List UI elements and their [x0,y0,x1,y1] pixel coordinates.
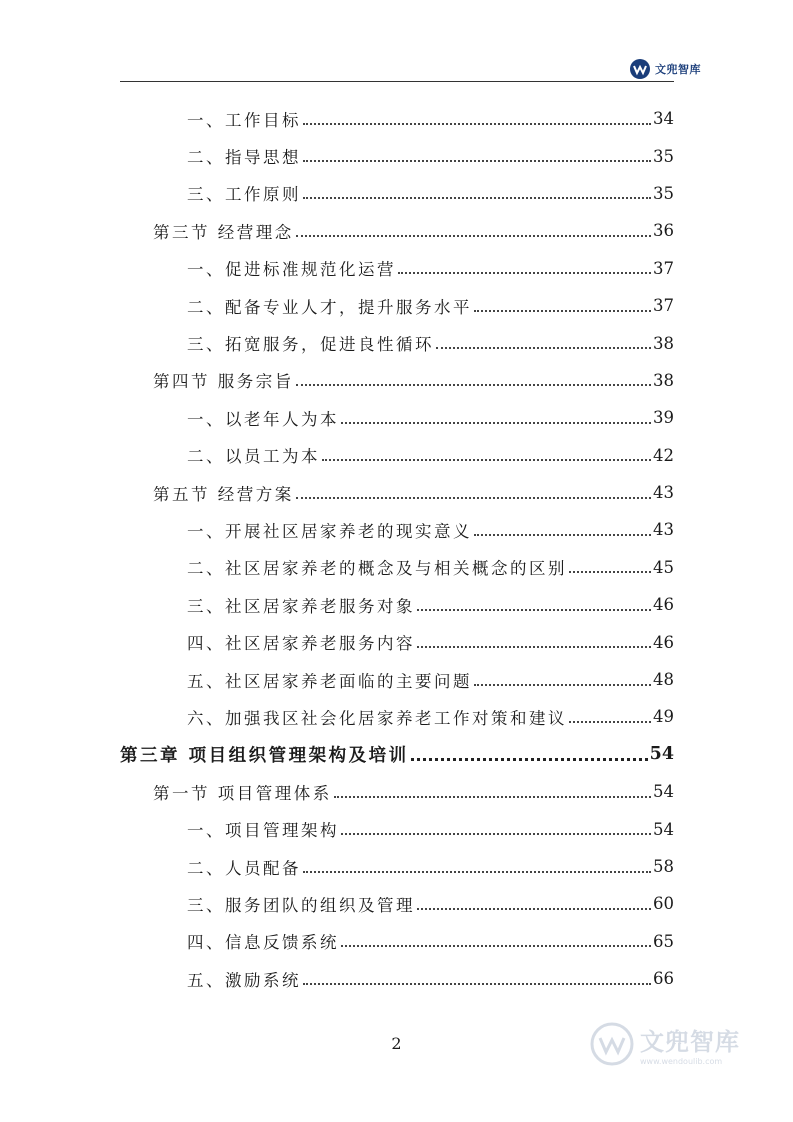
toc-entry-title: 一、项目管理架构 [187,821,339,841]
toc-dot-leader [303,123,651,125]
toc-entry-title: 一、开展社区居家养老的现实意义 [187,521,472,541]
toc-dot-leader [474,534,651,536]
toc-entry[interactable] [120,549,674,586]
toc-entry-title: 第一节 项目管理体系 [153,783,332,803]
toc-entry-title: 一、促进标准规范化运营 [187,260,396,280]
toc-entry[interactable] [120,810,674,847]
toc-entry-page: 34 [653,109,674,129]
toc-entry-title: 三、社区居家养老服务对象 [187,596,415,616]
toc-entry[interactable] [120,362,674,399]
toc-entry-page: 43 [653,483,674,503]
toc-entry-page: 60 [653,894,674,914]
watermark [590,1022,740,1066]
toc-entry-title: 四、信息反馈系统 [187,933,339,953]
toc-dot-leader [398,272,651,274]
toc-dot-leader [474,684,651,686]
toc-entry-title: 第三节 经营理念 [153,222,294,242]
header-logo-text: 文兜智库 [655,63,701,76]
toc-dot-leader [341,833,651,835]
toc-dot-leader [341,422,651,424]
toc-entry[interactable] [120,437,674,474]
toc-entry-page: 46 [653,632,674,652]
toc-entry-title: 五、社区居家养老面临的主要问题 [187,671,472,691]
toc-entry-page: 42 [653,445,674,465]
toc-dot-leader [303,160,651,162]
toc-entry-page: 48 [653,670,674,690]
toc-entry-title: 五、激励系统 [187,970,301,990]
toc-entry-page: 45 [653,557,674,577]
toc-entry[interactable] [120,137,674,174]
toc-entry-title: 三、拓宽服务，促进良性循环 [187,335,434,355]
toc-entry-page: 54 [653,819,674,839]
toc-dot-leader [436,347,651,349]
toc-dot-leader [322,459,651,461]
toc-entry[interactable] [120,399,674,436]
watermark-url: www.wendoulib.com [640,1057,723,1066]
toc-entry-title: 六、加强我区社会化居家养老工作对策和建议 [187,708,567,728]
toc-entry[interactable] [120,698,674,735]
toc-entry-title: 二、配备专业人才，提升服务水平 [187,297,472,317]
toc-entry-title: 一、以老年人为本 [187,409,339,429]
table-of-contents [120,100,674,997]
toc-entry[interactable] [120,923,674,960]
toc-entry[interactable] [120,250,674,287]
watermark-logo-icon [590,1022,634,1066]
header-logo [629,58,701,80]
toc-entry-title: 二、人员配备 [187,858,301,878]
toc-dot-leader [296,235,651,237]
toc-dot-leader [417,609,651,611]
toc-entry[interactable] [120,287,674,324]
header-divider [120,81,674,82]
toc-entry-page: 39 [653,408,674,428]
toc-entry-title: 第三章 项目组织管理架构及培训 [120,745,409,766]
toc-dot-leader [303,983,651,985]
toc-dot-leader [417,908,651,910]
toc-entry-page: 46 [653,595,674,615]
toc-entry-title: 四、社区居家养老服务内容 [187,634,415,654]
toc-dot-leader [341,945,651,947]
wendou-logo-icon [629,58,651,80]
toc-entry[interactable] [120,661,674,698]
toc-entry-page: 38 [653,370,674,390]
toc-dot-leader [296,384,651,386]
toc-entry[interactable] [120,773,674,810]
toc-entry[interactable] [120,511,674,548]
toc-dot-leader [303,871,651,873]
toc-entry-title: 二、指导思想 [187,148,301,168]
toc-entry-title: 第五节 经营方案 [153,484,294,504]
toc-entry-page: 35 [653,146,674,166]
toc-entry[interactable] [120,324,674,361]
toc-dot-leader [303,197,651,199]
toc-dot-leader [474,310,651,312]
toc-entry[interactable] [120,175,674,212]
toc-entry[interactable] [120,623,674,660]
toc-entry-page: 37 [653,296,674,316]
toc-entry[interactable] [120,736,674,773]
toc-entry-page: 54 [653,782,674,802]
toc-entry-title: 二、社区居家养老的概念及与相关概念的区别 [187,559,567,579]
toc-entry[interactable] [120,586,674,623]
toc-entry-page: 65 [653,931,674,951]
toc-entry-page: 58 [653,857,674,876]
toc-entry-page: 49 [653,707,674,727]
toc-dot-leader [334,796,651,798]
page-number: 2 [391,1034,402,1053]
toc-entry-page: 54 [649,744,674,765]
toc-entry-title: 一、工作目标 [187,110,301,130]
toc-entry-title: 三、服务团队的组织及管理 [187,895,415,915]
toc-dot-leader [417,646,651,648]
toc-entry-page: 66 [653,969,674,989]
toc-entry[interactable] [120,474,674,511]
toc-entry-title: 二、以员工为本 [187,447,320,467]
toc-dot-leader [411,758,648,761]
toc-entry[interactable] [120,848,674,885]
toc-dot-leader [569,721,651,723]
toc-entry-page: 43 [653,520,674,540]
toc-entry-page: 35 [653,183,674,203]
toc-entry-title: 第四节 服务宗旨 [153,372,294,392]
toc-entry-page: 37 [653,258,674,278]
toc-entry[interactable] [120,100,674,137]
toc-entry[interactable] [120,960,674,997]
toc-dot-leader [569,571,651,573]
toc-entry-page: 36 [653,221,674,241]
toc-entry[interactable] [120,885,674,922]
watermark-title: 文兜智库 [640,1028,740,1056]
toc-dot-leader [296,497,651,499]
toc-entry-page: 38 [653,333,674,353]
toc-entry-title: 三、工作原则 [187,185,301,205]
toc-entry[interactable] [120,212,674,249]
